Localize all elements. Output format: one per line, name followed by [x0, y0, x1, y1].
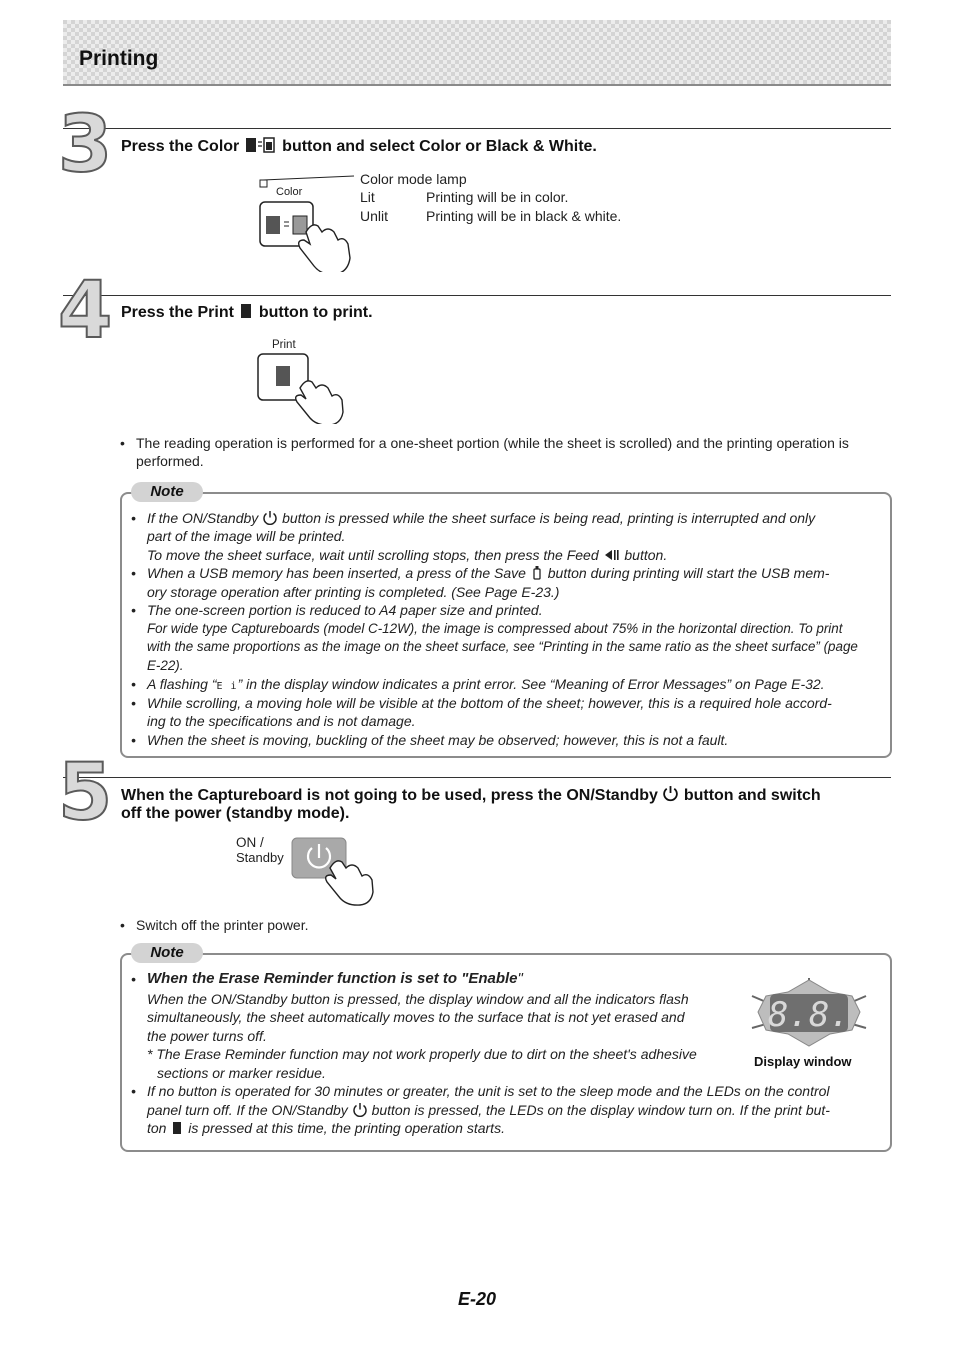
note-2-line-6: If no button is operated for 30 minutes or greater, the unit is set to the sleep mode and the LEDs on the control: [147, 1083, 830, 1099]
note-1-text: button.: [624, 547, 668, 563]
note-1-text: When a USB memory has been inserted, a press of the Save: [147, 565, 526, 581]
page-number: E-20: [458, 1289, 497, 1309]
note-2-text: is pressed at this time, the printing operation starts.: [188, 1120, 505, 1136]
note-1-line-8: with the same proportions as the image on the sheet surface, see “Printing in the same ratio as the sheet surface” (page: [147, 639, 858, 654]
standby-label-1: ON /: [236, 835, 264, 850]
power-icon: [352, 1102, 368, 1117]
note-1-text: If the ON/Standby: [147, 510, 259, 526]
note-2-text: button is pressed, the LEDs on the display window turn on. If the print but-: [371, 1102, 830, 1118]
step-number-4: 4: [58, 266, 113, 356]
step-4-heading: [121, 303, 373, 322]
step-4-heading-text: Press the Print: [121, 304, 234, 321]
lamp-state-unlit: Unlit: [360, 208, 389, 224]
note-1-bullet: •: [131, 602, 136, 618]
print-icon: [238, 303, 254, 319]
step-4-rule: [63, 295, 891, 296]
note-2-line-1: When the ON/Standby button is pressed, the display window and all the indicators flash: [147, 991, 689, 1007]
note-1-bullet: •: [131, 565, 136, 581]
step-5-bullet: Switch off the printer power.: [136, 917, 309, 933]
note-1-line-9: E-22).: [147, 658, 184, 673]
note-1-bullet: •: [131, 695, 136, 711]
note-2-title-tail: ": [517, 970, 523, 987]
note-2-label: Note: [131, 943, 203, 963]
note-1-line-3: [147, 546, 667, 565]
note-2-bullet: •: [131, 1083, 136, 1099]
note-1-text: ” in the display window indicates a print error. See “Meaning of Error Messages” on Page E-32.: [237, 676, 825, 692]
step-5-heading-text-2: button and switch: [683, 787, 821, 804]
note-1-line-12: ing to the specifications and is not damage.: [147, 713, 416, 729]
lamp-state-lit: Lit: [360, 189, 375, 205]
note-2-text: ton: [147, 1120, 167, 1136]
note-2-line-2: simultaneously, the sheet automatically moves to the surface that is not yet erased and: [147, 1009, 685, 1025]
lamp-desc-lit: Printing will be in color.: [426, 189, 569, 205]
page-title: Printing: [79, 47, 159, 70]
power-icon: [262, 510, 278, 525]
step-4-heading-text-2: button to print.: [258, 304, 373, 321]
power-icon: [662, 785, 679, 802]
note-1-line-7: For wide type Captureboards (model C-12W), the image is compressed about 75% in the horizontal direction. To print: [147, 621, 843, 636]
step-3-heading: [121, 137, 597, 156]
bullet-dot: •: [120, 917, 125, 933]
note-1-text: button is pressed while the sheet surface is being read, printing is interrupted and only: [282, 510, 816, 526]
print-button-label: Print: [272, 339, 296, 351]
note-1-line-11: While scrolling, a moving hole will be visible at the bottom of the sheet; however, this is a required hole accord-: [147, 695, 832, 711]
standby-button-illustration: [290, 834, 376, 908]
section-banner: [63, 20, 891, 86]
note-1-text: A flashing “: [147, 676, 217, 692]
save-icon: [530, 565, 544, 580]
note-1-bullet: •: [131, 510, 136, 526]
step-number-3: 3: [58, 100, 113, 190]
step-5-heading-line-1: [121, 785, 821, 805]
error-code: E i: [216, 681, 238, 692]
note-2-line-3: the power turns off.: [147, 1028, 267, 1044]
bullet-dot: •: [120, 435, 125, 451]
note-1-bullet: •: [131, 732, 136, 748]
display-window-caption: Display window: [754, 1054, 852, 1069]
step-5-heading-text: When the Captureboard is not going to be used, press the ON/Standby: [121, 787, 658, 804]
note-1-label: Note: [131, 482, 203, 502]
note-1-line-2: part of the image will be printed.: [147, 528, 346, 544]
note-1-line-4: [147, 564, 829, 583]
note-1-line-6: The one-screen portion is reduced to A4 paper size and printed.: [147, 602, 543, 618]
note-2-line-4: * The Erase Reminder function may not work properly due to dirt on the sheet's adhesive: [147, 1046, 697, 1062]
note-2-bullet: •: [131, 971, 136, 987]
print-icon: [170, 1121, 184, 1135]
color-button-illustration: [258, 172, 358, 272]
note-2-line-8: [147, 1119, 505, 1138]
step-5-rule: [63, 777, 891, 778]
step-3-heading-text-2: button and select Color or Black & White.: [282, 138, 597, 155]
note-1-line-1: [147, 509, 881, 528]
color-lamp-title: Color mode lamp: [360, 171, 467, 187]
color-button-label: Color: [276, 186, 303, 198]
note-2-line-5: sections or marker residue.: [157, 1065, 326, 1081]
note-2-title: [147, 970, 523, 989]
note-2-text: panel turn off. If the ON/Standby: [147, 1102, 348, 1118]
step-3-heading-text: Press the Color: [121, 138, 240, 155]
note-1-line-5: ory storage operation after printing is completed. (See Page E-23.): [147, 584, 560, 600]
note-2-line-7: [147, 1101, 830, 1120]
display-window-illustration: [748, 976, 870, 1048]
note-1-text: To move the sheet surface, wait until scrolling stops, then press the Feed: [147, 547, 599, 563]
step-4-bullet-line-1: The reading operation is performed for a one-sheet portion (while the sheet is scrolled) and the printing operation is: [136, 435, 849, 451]
step-4-bullet-line-2: performed.: [136, 453, 204, 469]
note-1-bullet: •: [131, 676, 136, 692]
step-number-5: 5: [58, 748, 113, 838]
lamp-desc-unlit: Printing will be in black & white.: [426, 208, 622, 224]
step-3-rule: [63, 128, 891, 129]
note-1-text: button during printing will start the USB mem-: [547, 565, 830, 581]
step-5-heading-line-2: off the power (standby mode).: [121, 805, 350, 822]
note-2-title-bold: When the Erase Reminder function is set to "Enable: [147, 970, 518, 987]
feed-icon: [603, 548, 621, 562]
print-button-illustration: [256, 350, 346, 424]
standby-label-2: Standby: [236, 850, 284, 865]
display-digits: 8.8.: [768, 995, 850, 1035]
color-mode-icon: [244, 137, 278, 153]
note-1-line-13: When the sheet is moving, buckling of the sheet may be observed; however, this is not a fault.: [147, 732, 729, 748]
